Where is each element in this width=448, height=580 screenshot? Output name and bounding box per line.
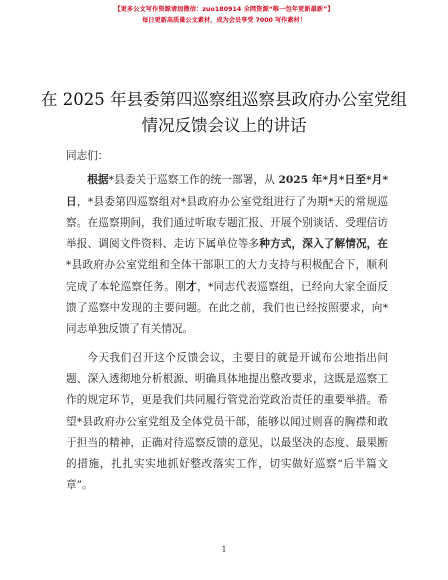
- paragraph-1-text-3: *县政府办公室党组和全体干部职工的大力支持与积极配合下，顺利完成了本轮巡察任务。刚: [66, 259, 388, 293]
- paragraph-1: [66, 170, 388, 340]
- promo-banner-line-1: 【更多公文写作资源请加微信：zuo180914 全网资源“唯一包年更新最新”】: [114, 6, 334, 13]
- paragraph-1-text-1: *县委关于巡察工作的统一部署，从: [108, 174, 279, 187]
- page-number: 1: [221, 545, 227, 554]
- paragraph-1-text-4: ，*同志代表巡察组，已经向大家全面反馈了巡察中发现的主要问题。在此之前，我们也已经按照要求，向*同志单独反馈了有关情况。: [66, 280, 389, 336]
- promo-banner-line-2: 每日更新高质量公文素材，成为会员享受 7000 写作素材！: [142, 17, 306, 24]
- paragraph-1-bold-1: 根据: [87, 174, 109, 187]
- salutation: 同志们：: [66, 150, 109, 162]
- paragraph-1-bold-3: 种方式，深入了解情况，在: [259, 238, 389, 251]
- paragraph-1-bold-4: 才: [186, 280, 198, 293]
- document-body: [66, 146, 388, 497]
- promo-banner: [0, 5, 448, 25]
- paragraph-1-text-2: ，*县委第四巡察组对*县政府办公室党组进行了为期*天的常规巡察。在巡察期间，我们通过听取专题汇报、开展个别谈话、受理信访举报、调阅文件资料、走访下属单位等多: [66, 195, 389, 251]
- document-title: 在 2025 年县委第四巡察组巡察县政府办公室党组情况反馈会议上的讲话: [41, 90, 407, 135]
- paragraph-1-bold-2: 2025 年*月*日至*月*日: [66, 174, 389, 208]
- paragraph-2: 今天我们召开这个反馈会议，主要目的就是开诚布公地指出问题、深入透彻地分析根源、明确具体地提出整改要求，这既是巡察工作的规定环节，更是我们共同履行管党治党政治责任的重要举措。希望*县政府办公室党组及全体党员干部，能够以闻过则喜的胸襟和敢于担当的精神，正确对待巡察反馈的意见，以最坚决的态度、最果断的措施，扎扎实实地抓好整改落实工作，切实做好巡察“后半篇文章”。: [66, 351, 388, 492]
